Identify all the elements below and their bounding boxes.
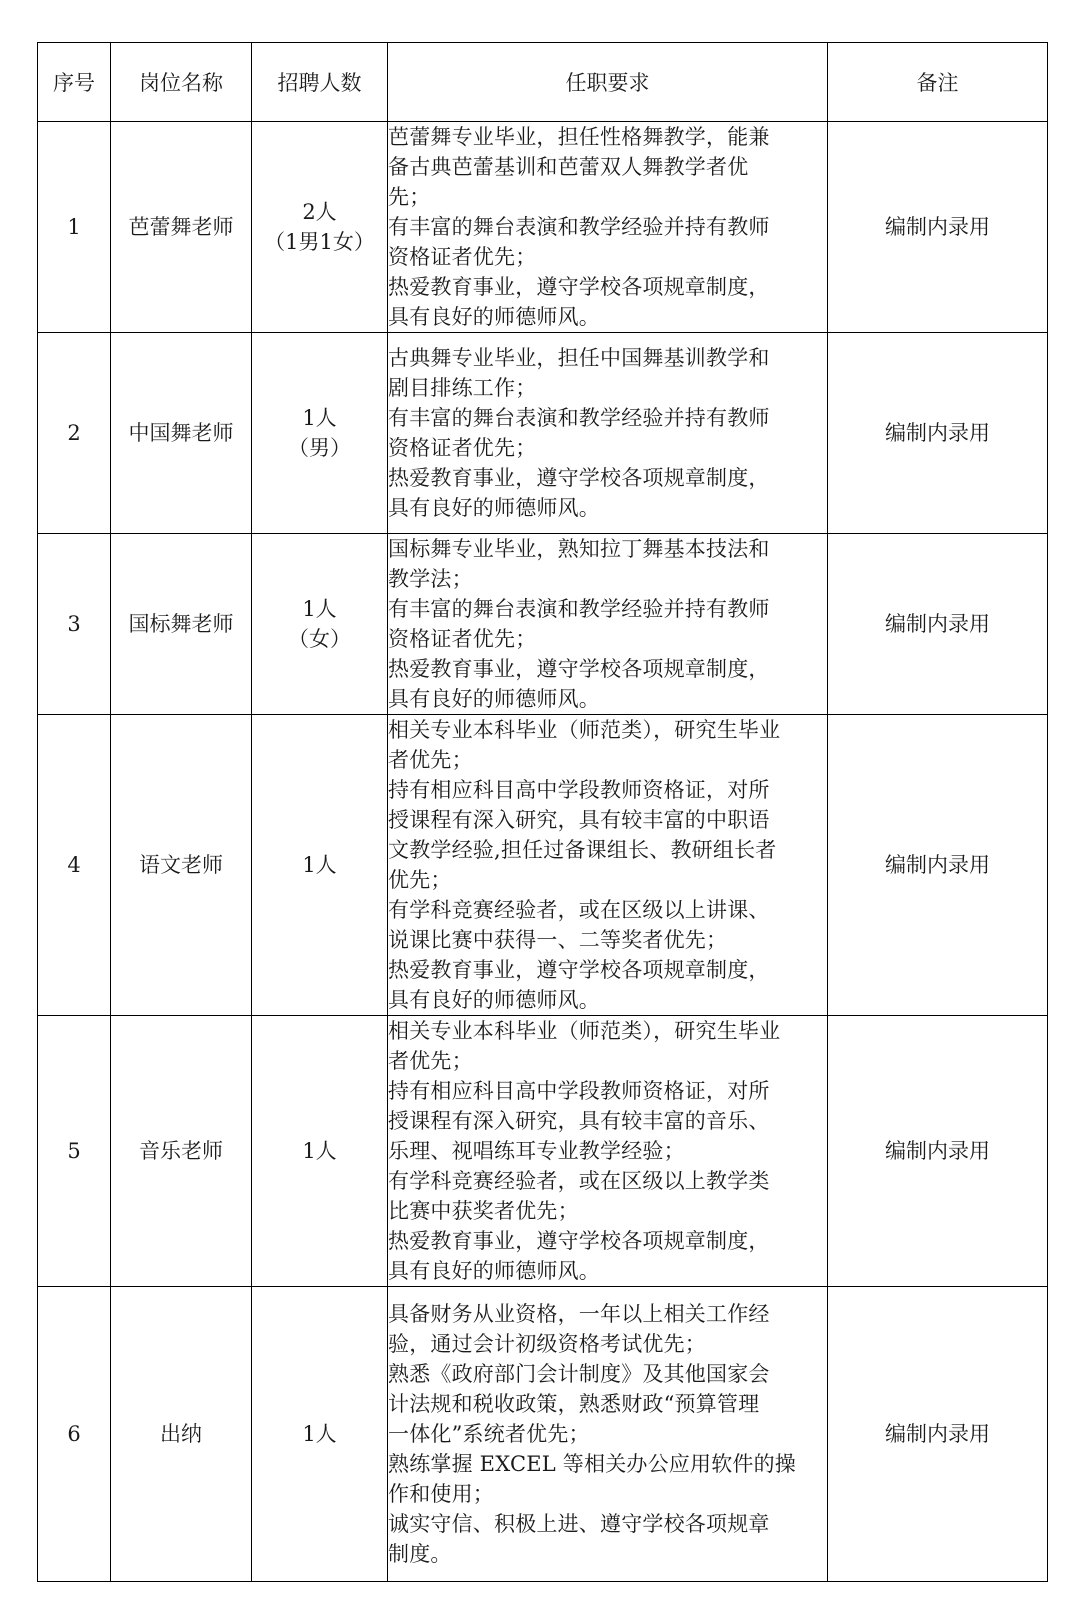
- cell-no: 4: [38, 715, 111, 1016]
- cell-note: 编制内录用: [828, 122, 1048, 333]
- cell-hiring-count: [252, 715, 388, 1016]
- table-row: [38, 1287, 1048, 1582]
- requirement-line: 资格证者优先；: [388, 436, 537, 460]
- table-row: [38, 715, 1048, 1016]
- cell-no: 2: [38, 333, 111, 534]
- requirement-line: 说课比赛中获得一、二等奖者优先；: [388, 928, 728, 952]
- requirement-line: 热爱教育事业，遵守学校各项规章制度，: [388, 657, 770, 681]
- cell-requirements: [388, 534, 828, 715]
- recruitment-table: [37, 42, 1048, 1582]
- requirement-line: 诚实守信、积极上进、遵守学校各项规章: [388, 1512, 770, 1536]
- table-row: [38, 122, 1048, 333]
- table-row: [38, 1016, 1048, 1287]
- cell-position-name: 芭蕾舞老师: [111, 122, 252, 333]
- cell-note: 编制内录用: [828, 534, 1048, 715]
- cell-hiring-count: [252, 534, 388, 715]
- requirement-line: 计法规和税收政策，熟悉财政“预算管理: [388, 1392, 760, 1416]
- header-position-name: 岗位名称: [111, 43, 252, 122]
- cell-no: 3: [38, 534, 111, 715]
- cell-no: 5: [38, 1016, 111, 1287]
- requirement-line: 验，通过会计初级资格考试优先；: [388, 1332, 706, 1356]
- requirement-line: 有丰富的舞台表演和教学经验并持有教师: [388, 406, 770, 430]
- requirement-line: 具备财务从业资格，一年以上相关工作经: [388, 1302, 770, 1326]
- requirement-line: 作和使用；: [388, 1482, 494, 1506]
- hiring-count-line: 1人: [302, 597, 337, 621]
- hiring-count-line: 1人: [302, 1422, 337, 1446]
- requirement-line: 熟练掌握 EXCEL 等相关办公应用软件的操: [388, 1452, 797, 1476]
- requirement-line: 熟悉《政府部门会计制度》及其他国家会: [388, 1362, 770, 1386]
- requirement-line: 相关专业本科毕业（师范类），研究生毕业: [388, 1019, 781, 1043]
- requirement-line: 国标舞专业毕业，熟知拉丁舞基本技法和: [388, 537, 770, 561]
- requirement-line: 持有相应科目高中学段教师资格证，对所: [388, 778, 770, 802]
- hiring-count-line: （1男1女）: [264, 230, 375, 254]
- table-header-row: [38, 43, 1048, 122]
- requirement-line: 持有相应科目高中学段教师资格证，对所: [388, 1079, 770, 1103]
- cell-position-name: 国标舞老师: [111, 534, 252, 715]
- requirement-line: 有学科竞赛经验者，或在区级以上教学类: [388, 1169, 770, 1193]
- cell-note: 编制内录用: [828, 1287, 1048, 1582]
- requirement-line: 相关专业本科毕业（师范类），研究生毕业: [388, 718, 781, 742]
- requirement-line: 教学法；: [388, 567, 473, 591]
- cell-requirements: [388, 1016, 828, 1287]
- cell-position-name: 出纳: [111, 1287, 252, 1582]
- hiring-count-line: 2人: [302, 200, 337, 224]
- requirement-line: 剧目排练工作；: [388, 376, 537, 400]
- requirement-line: 有丰富的舞台表演和教学经验并持有教师: [388, 597, 770, 621]
- requirement-line: 具有良好的师德师风。: [388, 1259, 600, 1283]
- requirement-line: 资格证者优先；: [388, 245, 537, 269]
- requirement-line: 热爱教育事业，遵守学校各项规章制度，: [388, 466, 770, 490]
- table-row: [38, 534, 1048, 715]
- cell-requirements: [388, 715, 828, 1016]
- requirement-line: 具有良好的师德师风。: [388, 305, 600, 329]
- requirement-line: 有学科竞赛经验者，或在区级以上讲课、: [388, 898, 770, 922]
- cell-note: 编制内录用: [828, 333, 1048, 534]
- cell-requirements: [388, 1287, 828, 1582]
- hiring-count-line: （男）: [288, 436, 351, 460]
- cell-no: 1: [38, 122, 111, 333]
- cell-requirements: [388, 122, 828, 333]
- cell-hiring-count: [252, 1287, 388, 1582]
- requirement-line: 古典舞专业毕业，担任中国舞基训教学和: [388, 346, 770, 370]
- cell-position-name: 语文老师: [111, 715, 252, 1016]
- requirement-line: 先；: [388, 185, 431, 209]
- requirement-line: 芭蕾舞专业毕业，担任性格舞教学，能兼: [388, 125, 770, 149]
- requirement-line: 授课程有深入研究，具有较丰富的中职语: [388, 808, 770, 832]
- requirement-line: 热爱教育事业，遵守学校各项规章制度，: [388, 275, 770, 299]
- cell-note: 编制内录用: [828, 1016, 1048, 1287]
- cell-position-name: 音乐老师: [111, 1016, 252, 1287]
- requirement-line: 有丰富的舞台表演和教学经验并持有教师: [388, 215, 770, 239]
- requirement-line: 资格证者优先；: [388, 627, 537, 651]
- requirement-line: 者优先；: [388, 1049, 473, 1073]
- table-row: [38, 333, 1048, 534]
- header-no: 序号: [38, 43, 111, 122]
- cell-hiring-count: [252, 122, 388, 333]
- hiring-count-line: （女）: [288, 627, 351, 651]
- requirement-line: 比赛中获奖者优先；: [388, 1199, 579, 1223]
- requirement-line: 备古典芭蕾基训和芭蕾双人舞教学者优: [388, 155, 749, 179]
- header-note: 备注: [828, 43, 1048, 122]
- hiring-count-line: 1人: [302, 406, 337, 430]
- requirement-line: 优先；: [388, 868, 452, 892]
- header-hiring-count: 招聘人数: [252, 43, 388, 122]
- requirement-line: 授课程有深入研究，具有较丰富的音乐、: [388, 1109, 770, 1133]
- header-requirements: 任职要求: [388, 43, 828, 122]
- cell-no: 6: [38, 1287, 111, 1582]
- requirement-line: 乐理、视唱练耳专业教学经验；: [388, 1139, 685, 1163]
- hiring-count-line: 1人: [302, 853, 337, 877]
- requirement-line: 具有良好的师德师风。: [388, 496, 600, 520]
- requirement-line: 文教学经验,担任过备课组长、教研组长者: [388, 838, 777, 862]
- cell-position-name: 中国舞老师: [111, 333, 252, 534]
- cell-hiring-count: [252, 1016, 388, 1287]
- requirement-line: 具有良好的师德师风。: [388, 988, 600, 1012]
- cell-hiring-count: [252, 333, 388, 534]
- requirement-line: 制度。: [388, 1542, 452, 1566]
- requirement-line: 热爱教育事业，遵守学校各项规章制度，: [388, 958, 770, 982]
- cell-note: 编制内录用: [828, 715, 1048, 1016]
- requirement-line: 一体化”系统者优先；: [388, 1422, 590, 1446]
- hiring-count-line: 1人: [302, 1139, 337, 1163]
- requirement-line: 者优先；: [388, 748, 473, 772]
- requirement-line: 热爱教育事业，遵守学校各项规章制度，: [388, 1229, 770, 1253]
- requirement-line: 具有良好的师德师风。: [388, 687, 600, 711]
- cell-requirements: [388, 333, 828, 534]
